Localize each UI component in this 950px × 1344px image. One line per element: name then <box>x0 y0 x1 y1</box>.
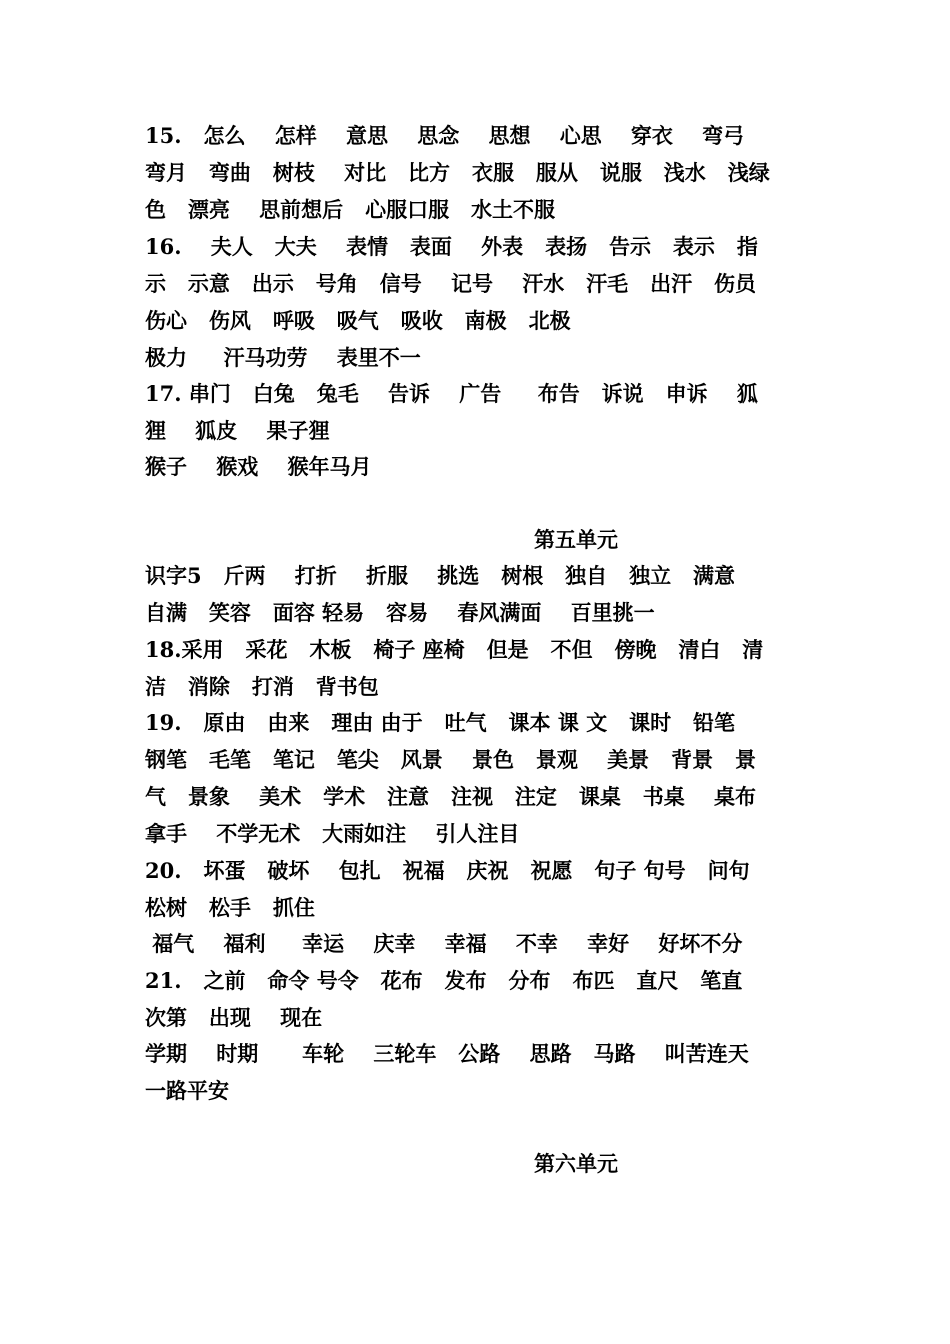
text-line: 21. 之前 命令 号令 花布 发布 分布 布匹 直尺 笔直 <box>145 968 743 993</box>
text-line: 松树 松手 抓住 <box>145 895 315 920</box>
text-line: 17. 串门 白兔 兔毛 告诉 广告 布告 诉说 申诉 狐 <box>145 381 758 406</box>
text-line: 次第 出现 现在 <box>145 1005 323 1030</box>
text-line: 伤心 伤风 呼吸 吸气 吸收 南极 北极 <box>145 308 571 333</box>
text-line: 16. 夫人 大夫 表情 表面 外表 表扬 告示 表示 指 <box>145 234 758 259</box>
text-line: 钢笔 毛笔 笔记 笔尖 风景 景色 景观 美景 背景 景 <box>145 747 757 772</box>
section-heading-unit-6: 第六单元 <box>534 1151 618 1176</box>
text-line: 识字5 斤两 打折 折服 挑选 树根 独自 独立 满意 <box>145 563 736 588</box>
text-line: 弯月 弯曲 树枝 对比 比方 衣服 服从 说服 浅水 浅绿 <box>145 160 770 185</box>
text-line: 一路平安 <box>145 1078 229 1103</box>
text-line: 狸 狐皮 果子狸 <box>145 418 330 443</box>
text-line: 15. 怎么 怎样 意思 思念 思想 心思 穿衣 弯弓 <box>145 123 745 148</box>
text-line: 极力 汗马功劳 表里不一 <box>145 345 421 370</box>
text-line: 猴子 猴戏 猴年马月 <box>145 454 372 479</box>
text-line: 色 漂亮 思前想后 心服口服 水土不服 <box>145 197 556 222</box>
text-line: 20. 坏蛋 破坏 包扎 祝福 庆祝 祝愿 句子 句号 问句 <box>145 858 750 883</box>
section-heading-unit-5: 第五单元 <box>534 527 618 552</box>
text-line: 洁 消除 打消 背书包 <box>145 674 379 699</box>
text-line: 福气 福利 幸运 庆幸 幸福 不幸 幸好 好坏不分 <box>145 931 743 956</box>
text-line: 学期 时期 车轮 三轮车 公路 思路 马路 叫苦连天 <box>145 1041 749 1066</box>
text-line: 18.采用 采花 木板 椅子 座椅 但是 不但 傍晚 清白 清 <box>145 637 764 662</box>
text-line: 自满 笑容 面容 轻易 容易 春风满面 百里挑一 <box>145 600 655 625</box>
text-line: 19. 原由 由来 理由 由于 吐气 课本 课 文 课时 铅笔 <box>145 710 735 735</box>
text-line: 示 示意 出示 号角 信号 记号 汗水 汗毛 出汗 伤员 <box>145 271 757 296</box>
text-line: 气 景象 美术 学术 注意 注视 注定 课桌 书桌 桌布 <box>145 784 757 809</box>
text-line: 拿手 不学无术 大雨如注 引人注目 <box>145 821 520 846</box>
